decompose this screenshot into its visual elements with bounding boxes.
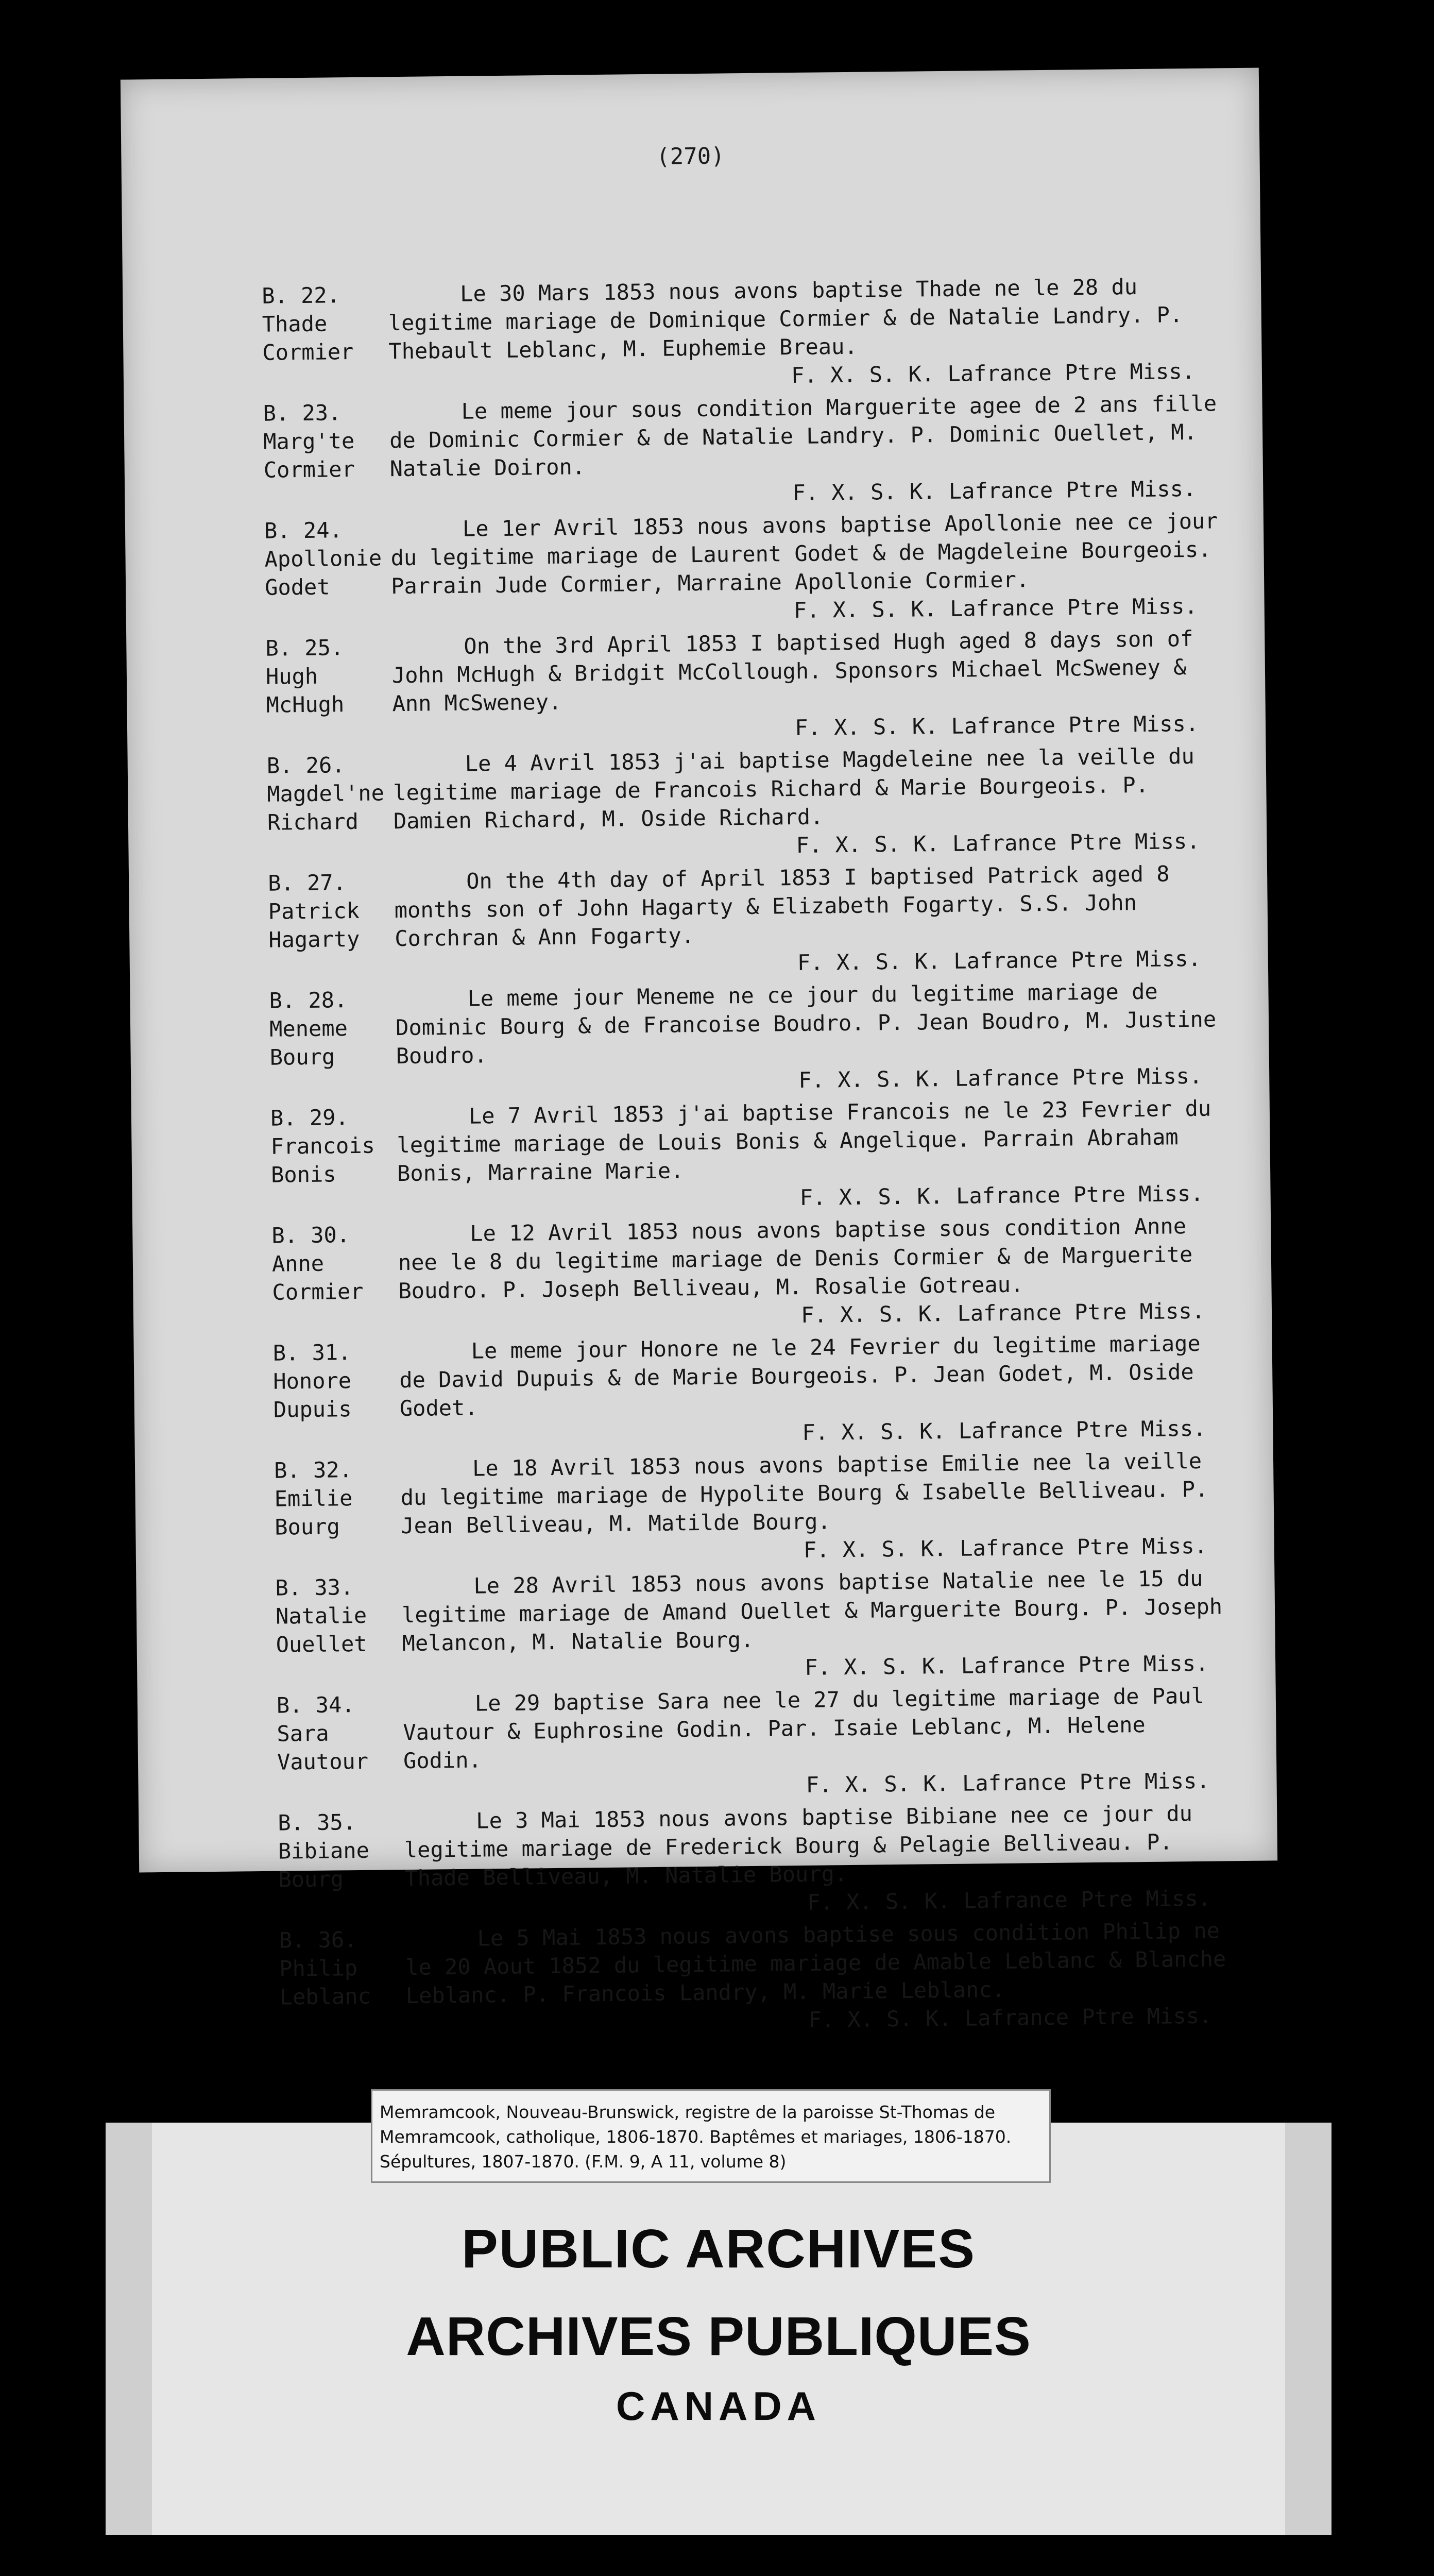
baptism-entry — [279, 1916, 1238, 2039]
entry-name-line: Bourg — [275, 1514, 340, 1540]
entry-text: Le 7 Avril 1853 j'ai baptise Francois ne le 23 Fevrier du legitime mariage de Louis Bonis & Angelique. Parrain Abraham Bonis, Marraine Marie. — [397, 1095, 1211, 1187]
entry-number: B. 24. — [264, 517, 343, 544]
entry-margin-note — [278, 1807, 405, 1922]
catalog-slip — [371, 2089, 1051, 2183]
entry-name-line: Philip — [279, 1955, 358, 1981]
entry-body — [403, 1681, 1236, 1803]
entry-margin-note — [274, 1455, 401, 1570]
entry-number: B. 33. — [275, 1574, 354, 1601]
register-page — [121, 68, 1277, 2032]
entry-number: B. 32. — [274, 1457, 353, 1483]
baptism-entry — [265, 624, 1224, 747]
entry-number: B. 36. — [279, 1927, 357, 1953]
entry-body — [388, 272, 1221, 394]
entry-margin-note — [272, 1337, 400, 1452]
entry-name-line: Marg'te — [263, 428, 355, 454]
entry-margin-note — [271, 1220, 399, 1335]
archive-label-card — [106, 2102, 1331, 2535]
priest-signature: F. X. S. K. Lafrance Ptre Miss. — [807, 1885, 1211, 1915]
entry-number: B. 26. — [266, 752, 345, 778]
entry-name-line: Patrick — [268, 897, 360, 924]
entry-name-line: Anne — [271, 1250, 325, 1277]
priest-signature: F. X. S. K. Lafrance Ptre Miss. — [800, 1298, 1205, 1328]
priest-signature: F. X. S. K. Lafrance Ptre Miss. — [791, 358, 1196, 388]
entry-name-line: Sara — [277, 1720, 329, 1747]
priest-signature: F. X. S. K. Lafrance Ptre Miss. — [802, 1415, 1206, 1445]
entry-number: B. 30. — [271, 1222, 350, 1248]
baptism-entry — [271, 1211, 1231, 1334]
entry-margin-note — [269, 985, 396, 1100]
priest-signature: F. X. S. K. Lafrance Ptre Miss. — [806, 1768, 1210, 1798]
entry-text: Le 29 baptise Sara nee le 27 du legitime mariage de Paul Vautour & Euphrosine Godin. Par. Isaie Leblanc, M. Helene Godin. — [403, 1683, 1205, 1774]
entry-number: B. 22. — [261, 282, 340, 309]
entry-name-line: Cormier — [272, 1278, 364, 1305]
priest-signature: F. X. S. K. Lafrance Ptre Miss. — [797, 945, 1202, 975]
entry-margin-note — [267, 750, 394, 865]
entry-name-line: Godet — [264, 574, 330, 600]
entry-text: Le 3 Mai 1853 nous avons baptise Bibiane nee ce jour du legitime mariage de Frederick Bourg & Pelagie Belliveau. P. Thade Belliveau, M. Natalie Bourg. — [404, 1801, 1193, 1891]
entry-text: On the 4th day of April 1853 I baptised Patrick aged 8 months son of John Hagarty & Elizabeth Fogarty. S.S. John Corchran & Ann Fogarty. — [394, 861, 1170, 952]
entry-body — [397, 1094, 1230, 1216]
entry-margin-note — [279, 1925, 406, 2040]
baptism-entry — [272, 1329, 1232, 1452]
entry-text: Le 12 Avril 1853 nous avons baptise sous condition Anne nee le 8 du legitime mariage de Denis Cormier & de Marguerite Boudro. P. Joseph Belliveau, M. Rosalie Gotreau. — [398, 1213, 1193, 1304]
entry-name-line: Bibiane — [278, 1837, 370, 1864]
entry-text: Le meme jour Honore ne le 24 Fevrier du legitime mariage de David Dupuis & de Marie Bourgeois. P. Jean Godet, M. Oside Godet. — [399, 1330, 1201, 1421]
entry-name-line: Bourg — [269, 1044, 335, 1070]
entry-body — [404, 1799, 1237, 1921]
priest-signature: F. X. S. K. Lafrance Ptre Miss. — [792, 476, 1197, 506]
priest-signature: F. X. S. K. Lafrance Ptre Miss. — [794, 710, 1199, 741]
entry-text: Le 28 Avril 1853 nous avons baptise Natalie nee le 15 du legitime mariage de Amand Ouellet & Marguerite Bourg. P. Joseph Melancon, M. Natalie Bourg. — [401, 1565, 1223, 1656]
entry-name-line: Meneme — [269, 1015, 348, 1042]
entry-body — [395, 976, 1228, 1098]
entry-text: Le 1er Avril 1853 nous avons baptise Apollonie nee ce jour du legitime mariage de Laurent Godet & de Magdeleine Bourgeois. Parrain Jude Cormier, Marraine Apollonie Cormier. — [390, 508, 1218, 599]
entry-name-line: Thade — [262, 311, 328, 337]
priest-signature: F. X. S. K. Lafrance Ptre Miss. — [808, 2003, 1213, 2032]
priest-signature: F. X. S. K. Lafrance Ptre Miss. — [796, 828, 1200, 858]
entry-body — [401, 1564, 1234, 1686]
archive-title-english: PUBLIC ARCHIVES — [462, 2218, 976, 2279]
entry-body — [400, 1446, 1233, 1568]
entry-body — [399, 1329, 1232, 1451]
baptism-entry — [267, 741, 1226, 865]
baptism-entry — [269, 976, 1228, 1099]
entry-number: B. 27. — [267, 870, 347, 896]
entry-text: Le 5 Mai 1853 nous avons baptise sous condition Philip ne le 20 Aout 1852 du legitime mariage de Amable Leblanc & Blanche Leblanc. P. Francois Landry, M. Marie Leblanc. — [405, 1918, 1226, 2009]
entry-body — [405, 1916, 1238, 2038]
entry-text: Le 4 Avril 1853 j'ai baptise Magdeleine nee la veille du legitime mariage de Francois Richard & Marie Bourgeois. P. Damien Richard, M. Oside Richard. — [393, 743, 1194, 834]
baptism-entries — [262, 272, 1238, 2043]
baptism-entry — [264, 506, 1223, 630]
entry-margin-note — [275, 1572, 402, 1687]
entry-name-line: Emilie — [274, 1485, 353, 1512]
entry-body — [389, 389, 1222, 511]
entry-number: B. 29. — [270, 1105, 349, 1131]
priest-signature: F. X. S. K. Lafrance Ptre Miss. — [793, 593, 1198, 623]
page-number: (270) — [656, 143, 725, 170]
entry-margin-note — [262, 280, 389, 395]
entry-name-line: Hugh — [265, 663, 318, 689]
entry-body — [398, 1211, 1231, 1333]
entry-name-line: Richard — [267, 808, 359, 835]
entry-name-line: Vautour — [277, 1748, 369, 1775]
baptism-entry — [270, 1094, 1230, 1217]
entry-name-line: Bonis — [270, 1161, 336, 1188]
entry-margin-note — [277, 1690, 404, 1805]
catalog-slip-text: Memramcook, Nouveau-Brunswick, registre de la paroisse St-Thomas de Memramcook, catholique, 1806-1870. Baptêmes et mariages, 1806-1870. Sépultures, 1807-1870. (F.M. 9, A 11, volume 8) — [380, 2102, 1012, 2172]
entry-margin-note — [265, 633, 392, 748]
entry-text: Le meme jour Meneme ne ce jour du legitime mariage de Dominic Bourg & de Francoise Boudro. P. Jean Boudro, M. Justine Boudro. — [395, 978, 1217, 1069]
entry-margin-note — [264, 515, 391, 630]
entry-name-line: Hagarty — [268, 926, 360, 953]
entry-name-line: Cormier — [262, 338, 354, 365]
baptism-entry — [277, 1681, 1236, 1804]
entry-text: Le 30 Mars 1853 nous avons baptise Thade ne le 28 du legitime mariage de Dominique Cormier & de Natalie Landry. P. Thebault Leblanc, M. Euphemie Breau. — [388, 274, 1183, 364]
entry-name-line: Dupuis — [273, 1396, 352, 1422]
entry-number: B. 25. — [265, 635, 344, 661]
entry-number: B. 35. — [278, 1809, 356, 1836]
entry-number: B. 31. — [272, 1340, 351, 1366]
baptism-entry — [278, 1799, 1237, 1922]
priest-signature: F. X. S. K. Lafrance Ptre Miss. — [803, 1533, 1208, 1563]
entry-name-line: Cormier — [263, 456, 355, 483]
archive-country: CANADA — [616, 2383, 821, 2429]
entry-margin-note — [263, 398, 390, 513]
entry-name-line: Francois — [270, 1132, 375, 1159]
priest-signature: F. X. S. K. Lafrance Ptre Miss. — [805, 1650, 1209, 1680]
entry-name-line: Apollonie — [264, 545, 382, 572]
baptism-entry — [274, 1446, 1233, 1569]
baptism-entry — [268, 859, 1227, 982]
baptism-entry — [263, 389, 1222, 512]
entry-number: B. 28. — [269, 987, 348, 1013]
entry-body — [394, 859, 1227, 981]
baptism-entry — [262, 272, 1221, 395]
entry-margin-note — [270, 1103, 398, 1217]
entry-text: Le meme jour sous condition Marguerite agee de 2 ans fille de Dominic Cormier & de Natalie Landry. P. Dominic Ouellet, M. Natalie Doiron. — [389, 391, 1217, 482]
entry-name-line: Natalie — [275, 1602, 367, 1629]
entry-name-line: Magdel'ne — [267, 780, 385, 807]
entry-name-line: Bourg — [278, 1866, 344, 1892]
entry-number: B. 34. — [276, 1692, 355, 1718]
baptism-entry — [275, 1564, 1234, 1687]
entry-body — [390, 506, 1223, 629]
priest-signature: F. X. S. K. Lafrance Ptre Miss. — [799, 1180, 1204, 1210]
entry-name-line: Ouellet — [276, 1631, 367, 1657]
entry-name-line: Honore — [273, 1368, 352, 1394]
entry-margin-note — [268, 868, 395, 982]
entry-body — [391, 624, 1224, 746]
entry-name-line: Leblanc — [279, 1983, 371, 2010]
entry-text: Le 18 Avril 1853 nous avons baptise Emilie nee la veille du legitime mariage de Hypolite Bourg & Isabelle Belliveau. P. Jean Belliveau, M. Matilde Bourg. — [400, 1448, 1208, 1539]
archive-title-french: ARCHIVES PUBLIQUES — [406, 2306, 1031, 2367]
priest-signature: F. X. S. K. Lafrance Ptre Miss. — [798, 1063, 1203, 1093]
entry-text: On the 3rd April 1853 I baptised Hugh aged 8 days son of John McHugh & Bridgit McCollough. Sponsors Michael McSweney & Ann McSweney. — [391, 625, 1193, 717]
entry-body — [392, 741, 1225, 863]
entry-name-line: McHugh — [266, 691, 345, 718]
entry-number: B. 23. — [263, 400, 342, 426]
